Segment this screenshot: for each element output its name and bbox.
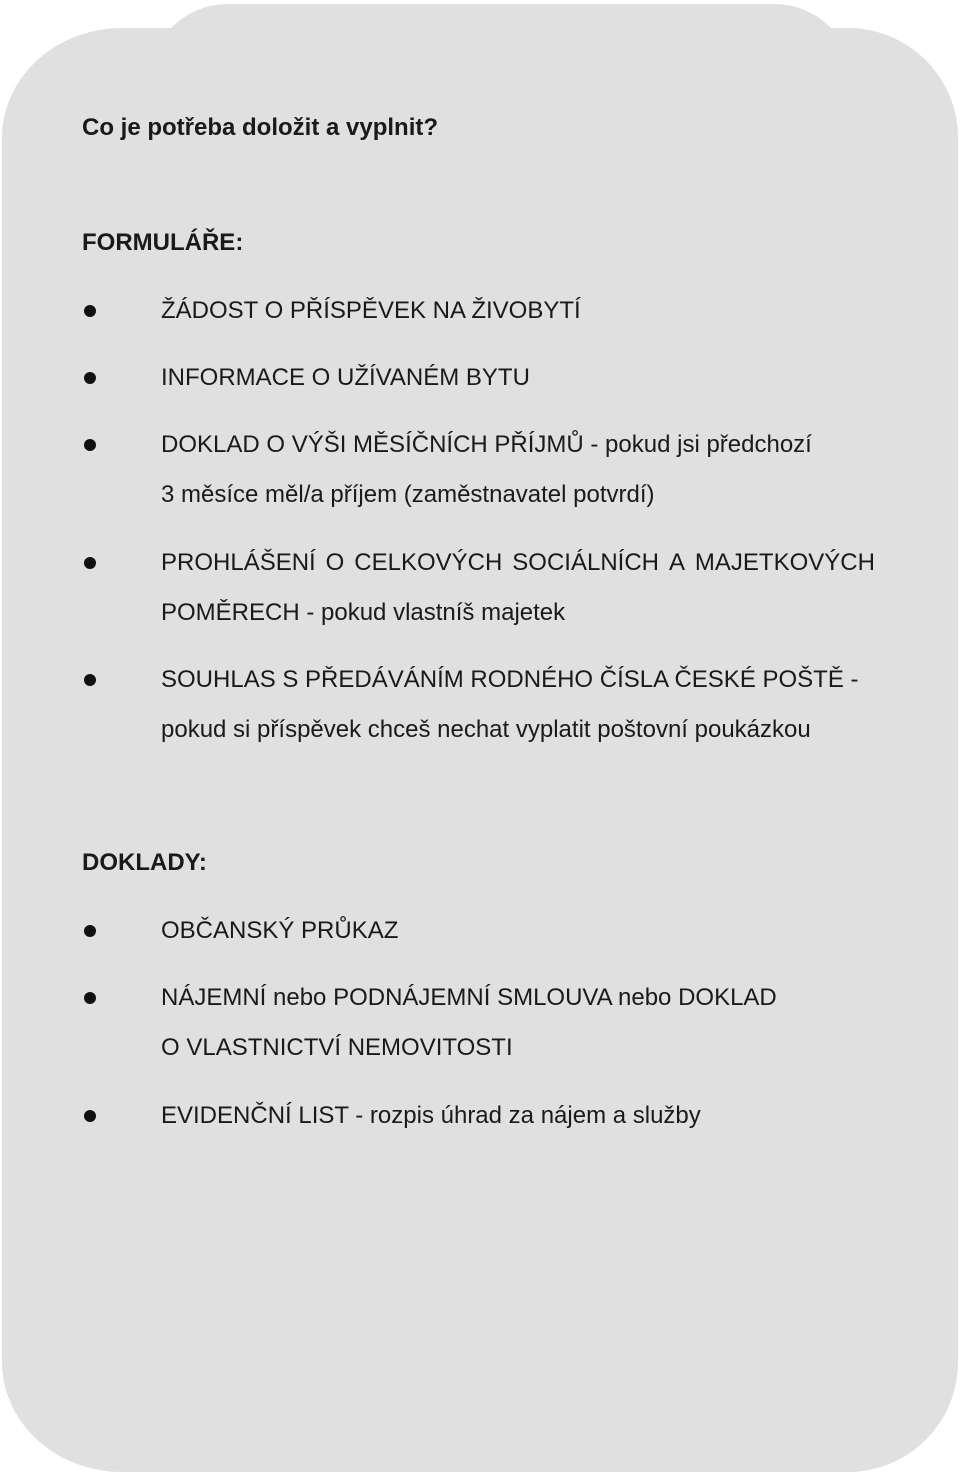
list-item-line: 3 měsíce měl/a příjem (zaměstnavatel potvrdí) [161, 481, 655, 508]
list-item-line: POMĚRECH - pokud vlastníš majetek [161, 599, 566, 626]
bullet-icon [84, 305, 96, 317]
list-item-text [161, 906, 875, 956]
bullet-icon [84, 1110, 96, 1122]
list-item-line: PROHLÁŠENÍ O CELKOVÝCH SOCIÁLNÍCH A MAJETKOVÝCH [161, 549, 875, 576]
bullet-icon [84, 439, 96, 451]
list-item-line: SOUHLAS S PŘEDÁVÁNÍM RODNÉHO ČÍSLA ČESKÉ POŠTĚ - [161, 666, 859, 693]
bullet-icon [84, 992, 96, 1004]
list-item-line: ŽÁDOST O PŘÍSPĚVEK NA ŽIVOBYTÍ [161, 297, 581, 324]
list-item-text [161, 538, 875, 638]
list-item-line: pokud si příspěvek chceš nechat vyplatit poštovní poukázkou [161, 716, 811, 743]
list-item-text [161, 286, 875, 336]
bullet-icon [84, 925, 96, 937]
list-item-line: OBČANSKÝ PRŮKAZ [161, 917, 399, 944]
forms-heading: FORMULÁŘE: [82, 229, 244, 256]
list-item-text [161, 973, 875, 1073]
list-item-line: INFORMACE O UŽÍVANÉM BYTU [161, 364, 530, 391]
list-item-line: EVIDENČNÍ LIST - rozpis úhrad za nájem a služby [161, 1102, 701, 1129]
documents-heading: DOKLADY: [82, 849, 207, 876]
list-item-text [161, 420, 875, 520]
bullet-icon [84, 372, 96, 384]
list-item-text [161, 353, 875, 403]
bullet-icon [84, 674, 96, 686]
bullet-icon [84, 557, 96, 569]
page-question: Co je potřeba doložit a vyplnit? [82, 114, 439, 141]
list-item-text [161, 655, 875, 755]
list-item-line: DOKLAD O VÝŠI MĚSÍČNÍCH PŘÍJMŮ - pokud jsi předchozí [161, 431, 812, 458]
list-item-line: NÁJEMNÍ nebo PODNÁJEMNÍ SMLOUVA nebo DOKLAD [161, 984, 777, 1011]
list-item-line: O VLASTNICTVÍ NEMOVITOSTI [161, 1034, 513, 1061]
list-item-text [161, 1091, 875, 1141]
